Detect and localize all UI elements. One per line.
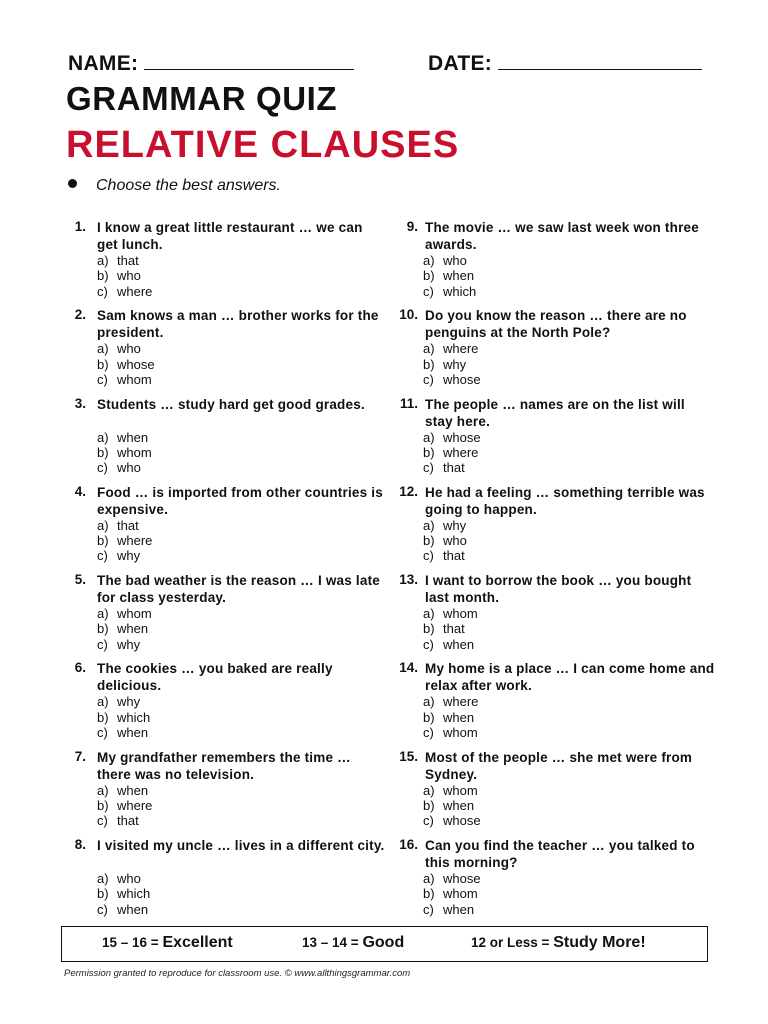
option-letter: c): [423, 725, 434, 741]
option-letter: b): [423, 268, 435, 284]
answer-option[interactable]: [423, 341, 481, 356]
question-number: 7.: [74, 748, 86, 764]
question-number: 1.: [74, 219, 86, 234]
date-blank-line: [498, 53, 702, 70]
question-item: [64, 572, 384, 660]
answer-option[interactable]: [97, 518, 152, 533]
option-letter: b): [97, 356, 109, 372]
bullet-icon: [68, 179, 77, 188]
option-letter: a): [423, 517, 435, 533]
question-item: [64, 749, 384, 837]
question-item: [64, 837, 384, 925]
answer-option[interactable]: [97, 637, 152, 652]
option-text: whose: [443, 813, 481, 829]
answer-option[interactable]: [97, 621, 152, 636]
answer-option[interactable]: [97, 253, 152, 268]
option-text: where: [443, 444, 479, 460]
answer-option[interactable]: [97, 268, 152, 283]
answer-option[interactable]: [97, 284, 152, 299]
option-text: that: [443, 548, 465, 564]
option-letter: a): [97, 871, 109, 887]
answer-options: [423, 253, 476, 299]
answer-option[interactable]: [97, 886, 150, 901]
option-letter: b): [423, 709, 435, 725]
option-text: where: [117, 533, 153, 549]
answer-option[interactable]: [97, 460, 152, 475]
option-text: whom: [443, 886, 478, 902]
option-text: when: [443, 268, 475, 284]
answer-option[interactable]: [97, 606, 152, 621]
answer-option[interactable]: [423, 871, 481, 886]
option-text: whom: [443, 606, 478, 622]
option-letter: a): [423, 429, 435, 445]
option-letter: c): [423, 813, 434, 829]
option-text: that: [117, 813, 139, 829]
option-text: when: [117, 782, 149, 798]
option-letter: a): [423, 694, 435, 710]
option-letter: a): [423, 341, 435, 357]
option-text: who: [117, 268, 141, 284]
option-letter: c): [97, 901, 108, 917]
option-letter: c): [97, 636, 108, 652]
answer-option[interactable]: [97, 533, 152, 548]
option-letter: c): [97, 725, 108, 741]
instruction: [68, 177, 281, 195]
answer-options: [97, 694, 150, 740]
score-label: Excellent: [162, 934, 233, 951]
option-text: which: [117, 886, 151, 902]
option-text: that: [443, 621, 465, 637]
score-excellent: [102, 934, 233, 952]
quiz-title: GRAMMAR QUIZ: [66, 80, 338, 117]
score-label: Good: [362, 934, 405, 951]
score-study-more: [471, 934, 646, 952]
question-item: [388, 396, 708, 484]
answer-option[interactable]: [97, 430, 152, 445]
question-stem: The cookies … you baked are really delicious.: [97, 661, 333, 694]
option-text: which: [117, 709, 151, 725]
option-letter: c): [97, 371, 108, 387]
option-letter: a): [97, 606, 109, 622]
answer-options: [97, 606, 152, 652]
option-text: whose: [443, 371, 481, 387]
topic-title: RELATIVE CLAUSES: [66, 124, 460, 166]
option-letter: c): [97, 460, 108, 476]
answer-option[interactable]: [97, 357, 155, 372]
question-stem: Sam knows a man … brother works for the president.: [97, 308, 379, 341]
option-letter: c): [423, 636, 434, 652]
answer-option[interactable]: [423, 445, 481, 460]
answer-option[interactable]: [97, 725, 150, 740]
question-stem: Do you know the reason … there are no penguins at the North Pole?: [425, 308, 687, 341]
option-text: where: [117, 283, 153, 299]
option-text: whose: [443, 871, 481, 887]
score-range: 15 – 16 =: [102, 935, 159, 950]
question-item: [64, 484, 384, 572]
answer-options: [423, 341, 481, 387]
question-item: [64, 396, 384, 484]
option-letter: b): [423, 886, 435, 902]
option-letter: b): [97, 709, 109, 725]
option-text: when: [117, 621, 149, 637]
option-letter: c): [97, 283, 108, 299]
question-stem: Most of the people … she met were from Sydney.: [425, 749, 693, 782]
questions-right-column: [388, 219, 715, 925]
option-letter: b): [423, 533, 435, 549]
answer-options: [423, 694, 478, 740]
option-text: whose: [443, 429, 481, 445]
answer-options: [423, 783, 481, 829]
option-text: when: [117, 901, 149, 917]
option-text: when: [117, 429, 149, 445]
option-letter: a): [97, 782, 109, 798]
instruction-text: Choose the best answers.: [96, 177, 281, 194]
answer-options: [97, 871, 150, 917]
option-letter: a): [97, 694, 109, 710]
answer-option[interactable]: [423, 430, 481, 445]
answer-option[interactable]: [423, 813, 481, 828]
question-number: 10.: [399, 307, 418, 323]
option-text: that: [117, 253, 139, 268]
option-text: where: [443, 694, 479, 710]
question-number: 11.: [399, 395, 418, 411]
answer-option[interactable]: [97, 783, 152, 798]
question-stem: The movie … we saw last week won three awards.: [425, 220, 699, 252]
option-text: whose: [117, 356, 155, 372]
answer-option[interactable]: [97, 694, 150, 709]
option-text: when: [443, 798, 475, 814]
option-letter: c): [423, 460, 434, 476]
answer-option[interactable]: [423, 372, 481, 387]
option-text: why: [443, 517, 467, 533]
answer-option[interactable]: [423, 606, 478, 621]
question-number: 8.: [74, 837, 86, 853]
question-number: 13.: [399, 572, 418, 588]
answer-option[interactable]: [97, 548, 152, 563]
question-number: 3.: [74, 395, 86, 411]
answer-option[interactable]: [97, 445, 152, 460]
option-text: where: [443, 341, 479, 357]
option-text: who: [443, 253, 467, 268]
question-item: [388, 219, 708, 307]
option-text: that: [443, 460, 465, 476]
option-text: who: [117, 871, 141, 887]
answer-option[interactable]: [97, 372, 155, 387]
answer-options: [423, 518, 467, 564]
answer-options: [97, 253, 152, 299]
question-item: [388, 660, 715, 748]
option-text: when: [443, 901, 475, 917]
answer-option[interactable]: [423, 694, 478, 709]
option-text: why: [117, 548, 141, 564]
answer-option[interactable]: [97, 710, 150, 725]
option-letter: c): [97, 813, 108, 829]
question-number: 6.: [74, 660, 86, 676]
question-item: [388, 484, 708, 572]
question-number: 5.: [74, 572, 86, 588]
option-letter: c): [423, 283, 434, 299]
question-stem: He had a feeling … something terrible was going to happen.: [425, 484, 705, 517]
answer-option[interactable]: [423, 518, 467, 533]
option-text: whom: [117, 371, 152, 387]
answer-option[interactable]: [423, 548, 467, 563]
answer-option[interactable]: [423, 902, 481, 917]
question-item: [388, 837, 708, 925]
question-item: [388, 307, 708, 395]
question-stem: I want to borrow the book … you bought last month.: [425, 573, 692, 606]
question-stem: I visited my uncle … lives in a different city.: [97, 838, 385, 854]
answer-option[interactable]: [97, 902, 150, 917]
option-letter: c): [423, 548, 434, 564]
question-item: [388, 749, 708, 837]
answer-option[interactable]: [423, 783, 481, 798]
option-letter: b): [423, 444, 435, 460]
option-letter: b): [97, 533, 109, 549]
question-number: 15.: [399, 748, 418, 764]
option-text: that: [117, 517, 139, 533]
option-letter: a): [97, 253, 109, 268]
answer-option[interactable]: [423, 621, 478, 636]
option-text: whom: [117, 606, 152, 622]
date-field: [428, 52, 702, 76]
score-good: [302, 934, 404, 952]
score-range: 13 – 14 =: [302, 935, 359, 950]
question-number: 4.: [74, 483, 86, 499]
score-label: Study More!: [553, 934, 646, 951]
question-stem: I know a great little restaurant … we can get lunch.: [97, 220, 363, 252]
answer-option[interactable]: [97, 813, 152, 828]
answer-option[interactable]: [423, 637, 478, 652]
answer-option[interactable]: [97, 871, 150, 886]
question-number: 16.: [399, 837, 418, 853]
option-letter: c): [423, 371, 434, 387]
question-item: [388, 572, 708, 660]
option-text: when: [443, 636, 475, 652]
name-blank-line: [144, 53, 354, 70]
answer-option[interactable]: [423, 710, 478, 725]
option-text: who: [117, 341, 141, 357]
option-text: where: [117, 798, 153, 814]
answer-option[interactable]: [423, 357, 481, 372]
question-stem: The bad weather is the reason … I was late for class yesterday.: [97, 573, 380, 606]
option-letter: b): [423, 621, 435, 637]
option-letter: c): [423, 901, 434, 917]
questions-left-column: [64, 219, 384, 925]
answer-option[interactable]: [423, 798, 481, 813]
question-number: 9.: [406, 219, 418, 234]
option-text: whom: [443, 725, 478, 741]
answer-option[interactable]: [97, 798, 152, 813]
option-text: when: [443, 709, 475, 725]
answer-options: [97, 430, 152, 476]
option-letter: b): [97, 268, 109, 284]
option-text: why: [443, 356, 467, 372]
option-text: why: [117, 636, 141, 652]
option-text: whom: [117, 444, 152, 460]
answer-options: [97, 783, 152, 829]
option-letter: b): [97, 798, 109, 814]
option-letter: c): [97, 548, 108, 564]
answer-option[interactable]: [423, 253, 476, 268]
option-text: which: [443, 283, 477, 299]
question-stem: Can you find the teacher … you talked to this morning?: [425, 838, 695, 871]
option-text: whom: [443, 782, 478, 798]
option-letter: b): [97, 621, 109, 637]
answer-options: [97, 341, 155, 387]
question-stem: My home is a place … I can come home and relax after work.: [425, 661, 715, 694]
question-item: [64, 307, 384, 395]
option-text: who: [117, 460, 141, 476]
footer-permission: Permission granted to reproduce for classroom use. © www.allthingsgrammar.com: [64, 968, 411, 979]
name-field: [68, 52, 354, 76]
question-item: [64, 219, 384, 307]
date-label: DATE:: [428, 52, 493, 75]
answer-options: [423, 871, 481, 917]
option-letter: a): [97, 429, 109, 445]
option-letter: a): [423, 606, 435, 622]
answer-option[interactable]: [423, 533, 467, 548]
option-text: who: [443, 533, 467, 549]
option-letter: b): [97, 444, 109, 460]
answer-option[interactable]: [423, 725, 478, 740]
answer-options: [97, 518, 152, 564]
answer-option[interactable]: [423, 284, 476, 299]
answer-options: [423, 430, 481, 476]
question-stem: The people … names are on the list will stay here.: [425, 396, 685, 429]
option-text: why: [117, 694, 141, 710]
answer-option[interactable]: [423, 268, 476, 283]
option-letter: a): [97, 341, 109, 357]
option-letter: a): [423, 782, 435, 798]
score-range: 12 or Less =: [471, 935, 550, 950]
question-item: [64, 660, 384, 748]
question-stem: My grandfather remembers the time … there was no television.: [97, 749, 351, 782]
option-letter: a): [423, 253, 435, 268]
answer-option[interactable]: [423, 886, 481, 901]
answer-options: [423, 606, 478, 652]
question-stem: Students … study hard get good grades.: [97, 396, 365, 412]
option-letter: b): [423, 798, 435, 814]
question-number: 12.: [399, 483, 418, 499]
option-letter: b): [97, 886, 109, 902]
name-label: NAME:: [68, 52, 139, 75]
answer-option[interactable]: [423, 460, 481, 475]
option-letter: a): [423, 871, 435, 887]
answer-option[interactable]: [97, 341, 155, 356]
question-number: 2.: [74, 307, 86, 323]
question-number: 14.: [399, 660, 418, 676]
score-box: [61, 926, 708, 962]
question-stem: Food … is imported from other countries is expensive.: [97, 484, 383, 517]
option-letter: a): [97, 517, 109, 533]
option-letter: b): [423, 356, 435, 372]
option-text: when: [117, 725, 149, 741]
